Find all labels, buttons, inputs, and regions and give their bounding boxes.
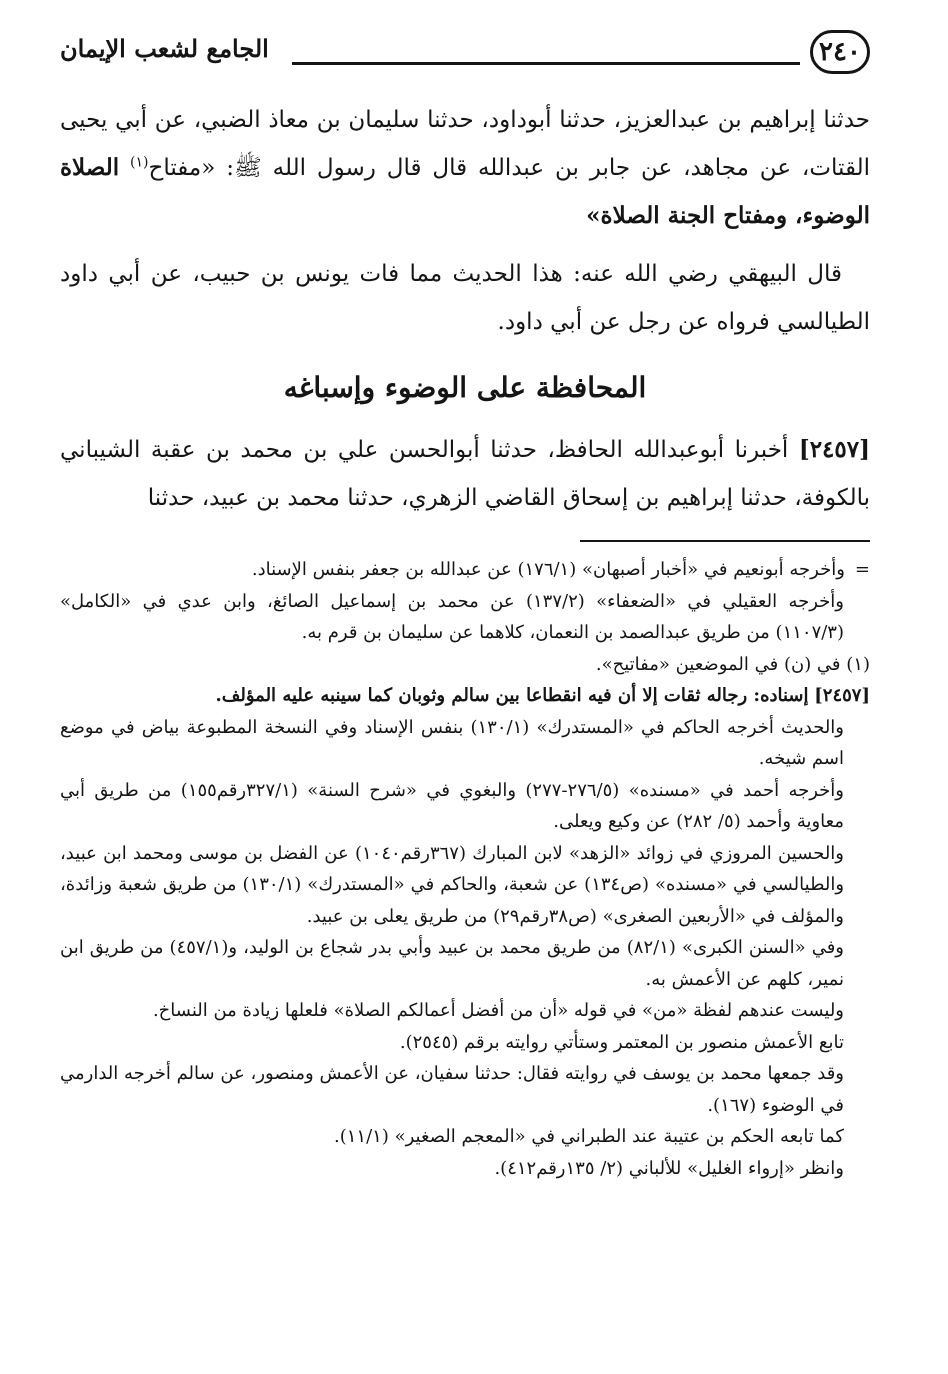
hadith-number: [٢٤٥٧] [798,436,871,463]
footnote-ref-1: (١) [130,154,149,171]
body-paragraph-2: قال البيهقي رضي الله عنه: هذا الحديث مما فات يونس بن حبيب، عن أبي داود الطيالسي فرواه عن رجل عن أبي داود. [60,261,870,335]
footnote-2457-head [60,680,870,712]
footnote-2457-line: وفي «السنن الكبرى» (٨٢/١) من طريق محمد بن عبيد وأبي بدر شجاع بن الوليد، و(٤٥٧/١) من طريق ابن نمير، كلهم عن الأعمش به. [60,937,844,990]
footnote-2457-line: وليست عندهم لفظة «من» في قوله «أن من أفضل أعمالكم الصلاة» فلعلها زيادة من النساخ. [152,1000,844,1021]
footnote-2457-line: وانظر «إرواء الغليل» للألباني (٢/ ١٣٥رقم٤١٢). [494,1157,844,1179]
book-page [60,28,870,1184]
footnote-2457-line: كما تابعه الحكم بن عتيبة عند الطبراني في «المعجم الصغير» (١١/١). [334,1126,844,1147]
chapter-heading: المحافظة على الوضوء وإسباغه [283,371,647,404]
footnote-rule [580,540,870,542]
hadith-2457-text: أخبرنا أبوعبدالله الحافظ، حدثنا أبوالحسن علي بن محمد بن عقبة الشيباني بالكوفة، حدثنا إبراهيم بن إسحاق القاضي الزهري، حدثنا محمد بن عبيد، حدثنا [60,437,870,511]
running-header [60,28,870,86]
body-paragraph-1 [60,96,870,240]
footnote-2457-line: والحديث أخرجه الحاكم في «المستدرك» (١٣٠/١) بنفس الإسناد وفي النسخة المطبوعة بياض في موضع اسم شيخه. [60,716,844,769]
footnote-carry-line-1 [60,554,870,586]
para1-text: حدثنا إبراهيم بن عبدالعزيز، حدثنا أبوداود، حدثنا سليمان بن معاذ الضبي، عن أبي يحيى القتات، عن مجاهد، عن جابر بن عبدالله قال قال رسول الله ﷺ: «مفتاح [60,107,870,181]
running-title: الجامع لشعب الإيمان [60,34,269,63]
hadith-2457 [60,426,870,522]
footnote-carry-line-2: وأخرجه العقيلي في «الضعفاء» (١٣٧/٢) عن محمد بن إسماعيل الصائغ، وابن عدي في «الكامل» (١١٠٧/٣) من طريق عبدالصمد بن النعمان، كلاهما عن سليمان بن قرم به. [60,590,844,643]
footnote-1: (١) في (ن) في الموضعين «مفاتيح». [595,653,870,675]
continuation-mark: = [854,559,870,580]
footnote-2457-label: [٢٤٥٧] [814,685,870,706]
footnote-2457-line: والحسين المروزي في زوائد «الزهد» لابن المبارك (٣٦٧رقم١٠٤٠) عن الفضل بن موسى ومحمد ابن عبيد، والطيالسي في «مسنده» (ص١٣٤) عن شعبة، والحاكم في «المستدرك» (١٣٠/١) من طريق شعبة وزائدة، والمؤلف في «الأربعين الصغرى» (ص٣٨رقم٢٩) من طريق يعلى بن عبيد. [60,842,845,927]
footnote-carry-1-text: وأخرجه أبونعيم في «أخبار أصبهان» (١٧٦/١) عن عبدالله بن جعفر بنفس الإسناد. [251,559,845,580]
footnote-2457-line: وأخرجه أحمد في «مسنده» (٢٧٦/٥-٢٧٧) والبغوي في «شرح السنة» (٣٢٧/١رقم١٥٥) من طريق أبي معاوية وأحمد (٥/ ٢٨٢) عن وكيع ويعلى. [60,779,844,832]
para1-bold-quote: الصلاة الوضوء، ومفتاح الجنة الصلاة» [60,154,870,229]
footnote-2457-line: تابع الأعمش منصور بن المعتمر وستأتي روايته برقم (٢٥٤٥). [399,1031,844,1053]
footnote-2457-head-text: إسناده: رجاله ثقات إلا أن فيه انقطاعا بين سالم وثوبان كما سينبه عليه المؤلف. [215,685,809,706]
header-rule [292,62,800,65]
page-number: ٢٤٠ [810,30,870,74]
footnote-2457-line: وقد جمعها محمد بن يوسف في روايته فقال: حدثنا سفيان، عن الأعمش ومنصور، عن سالم أخرجه الدارمي في الوضوء (١٦٧). [60,1063,844,1116]
footnotes-section [60,554,870,1184]
